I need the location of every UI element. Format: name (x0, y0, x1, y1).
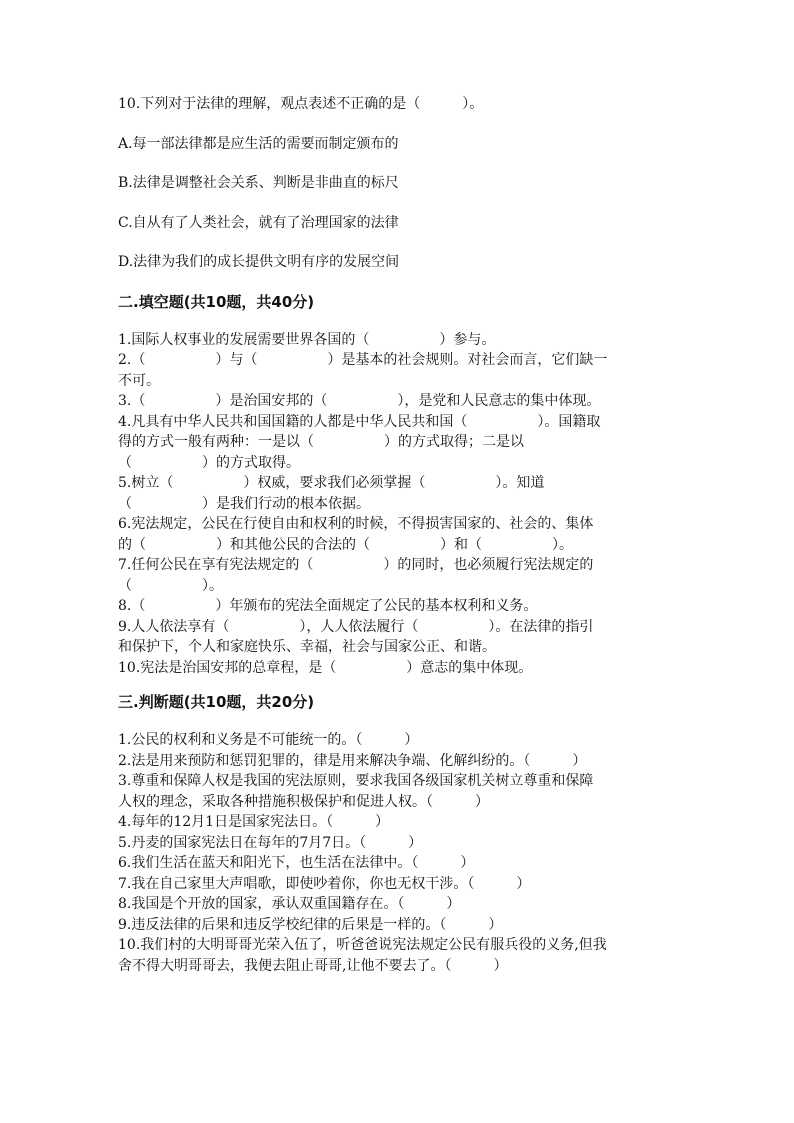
text-line: （ ）是我们行动的根本依据。 (118, 495, 370, 512)
text-line: 2.法是用来预防和惩罚犯罪的，律是用来解决争端、化解纠纷的。（ ） (118, 752, 587, 769)
text-line: 的（ ）和其他公民的合法的（ ）和（ ）。 (118, 536, 573, 553)
text-line: 9.人人依法享有（ ），人人依法履行（ ）。在法律的指引 (118, 618, 594, 635)
option-b: B.法律是调整社会关系、判断是非曲直的标尺 (118, 175, 399, 191)
question-stem: 10.下列对于法律的理解，观点表述不正确的是（ ）。 (118, 96, 484, 112)
text-line: 10.我们村的大明哥哥光荣入伍了，听爸爸说宪法规定公民有服兵役的义务,但我 (118, 937, 607, 953)
text-line: 1.国际人权事业的发展需要世界各国的（ ）参与。 (118, 331, 496, 348)
text-line: （ ）。 (118, 577, 223, 594)
text-line: 2.（ ）与（ ）是基本的社会规则。对社会而言，它们缺一 (118, 352, 608, 368)
text-line: 8.我国是个开放的国家，承认双重国籍存在。（ ） (118, 896, 461, 912)
text-line: 1.公民的权利和义务是不可能统一的。（ ） (118, 732, 419, 748)
text-line: 7.我在自己家里大声唱歌，即使吵着你，你也无权干涉。（ ） (118, 875, 531, 892)
judge-questions (118, 730, 678, 976)
text-line: 舍不得大明哥哥去，我便去阻止哥哥,让他不要去了。（ ） (118, 957, 508, 974)
text-line: 8.（ ）年颁布的宪法全面规定了公民的基本权利和义务。 (118, 598, 538, 614)
text-line: 人权的理念，采取各种措施积极保护和促进人权。（ ） (118, 793, 489, 810)
text-line: 和保护下，个人和家庭快乐、幸福，社会与国家公正、和谐。 (118, 639, 496, 655)
text-line: 5.丹麦的国家宪法日在每年的7月7日。（ ） (118, 834, 423, 851)
text-line: 5.树立（ ）权威，要求我们必须掌握（ ）。知道 (118, 475, 545, 491)
text-line: 9.违反法律的后果和违反学校纪律的后果是一样的。（ ） (118, 916, 503, 933)
text-line: （ ）的方式取得。 (118, 454, 300, 471)
section-title-fill: 二.填空题(共10题，共40分) (118, 292, 315, 311)
option-c: C.自从有了人类社会，就有了治理国家的法律 (118, 214, 399, 231)
text-line: 不可。 (118, 372, 160, 389)
text-line: 4.凡具有中华人民共和国国籍的人都是中华人民共和国（ ）。国籍取 (118, 413, 601, 430)
text-line: 6.我们生活在蓝天和阳光下，也生活在法律中。（ ） (118, 855, 475, 871)
text-line: 3.（ ）是治国安邦的（ ），是党和人民意志的集中体现。 (118, 393, 601, 409)
question-10 (118, 94, 678, 273)
option-d: D.法律为我们的成长提供文明有序的发展空间 (118, 254, 400, 270)
exam-page (118, 94, 678, 990)
text-line: 6.宪法规定，公民在行使自由和权利的时候，不得损害国家的、社会的、集体 (118, 516, 594, 532)
section-title-judge: 三.判断题(共10题，共20分) (118, 693, 315, 711)
fill-questions (118, 330, 678, 679)
text-line: 7.任何公民在享有宪法规定的（ ）的同时，也必须履行宪法规定的 (118, 557, 594, 573)
text-line: 3.尊重和保障人权是我国的宪法原则，要求我国各级国家机关树立尊重和保障 (118, 773, 594, 789)
text-line: 10.宪法是治国安邦的总章程，是（ ）意志的集中体现。 (118, 659, 533, 676)
text-line: 得的方式一般有两种：一是以（ ）的方式取得；二是以 (118, 434, 524, 450)
text-line: 4.每年的12月1日是国家宪法日。（ ） (118, 814, 390, 830)
option-a: A.每一部法律都是应生活的需要而制定颁布的 (118, 135, 399, 152)
